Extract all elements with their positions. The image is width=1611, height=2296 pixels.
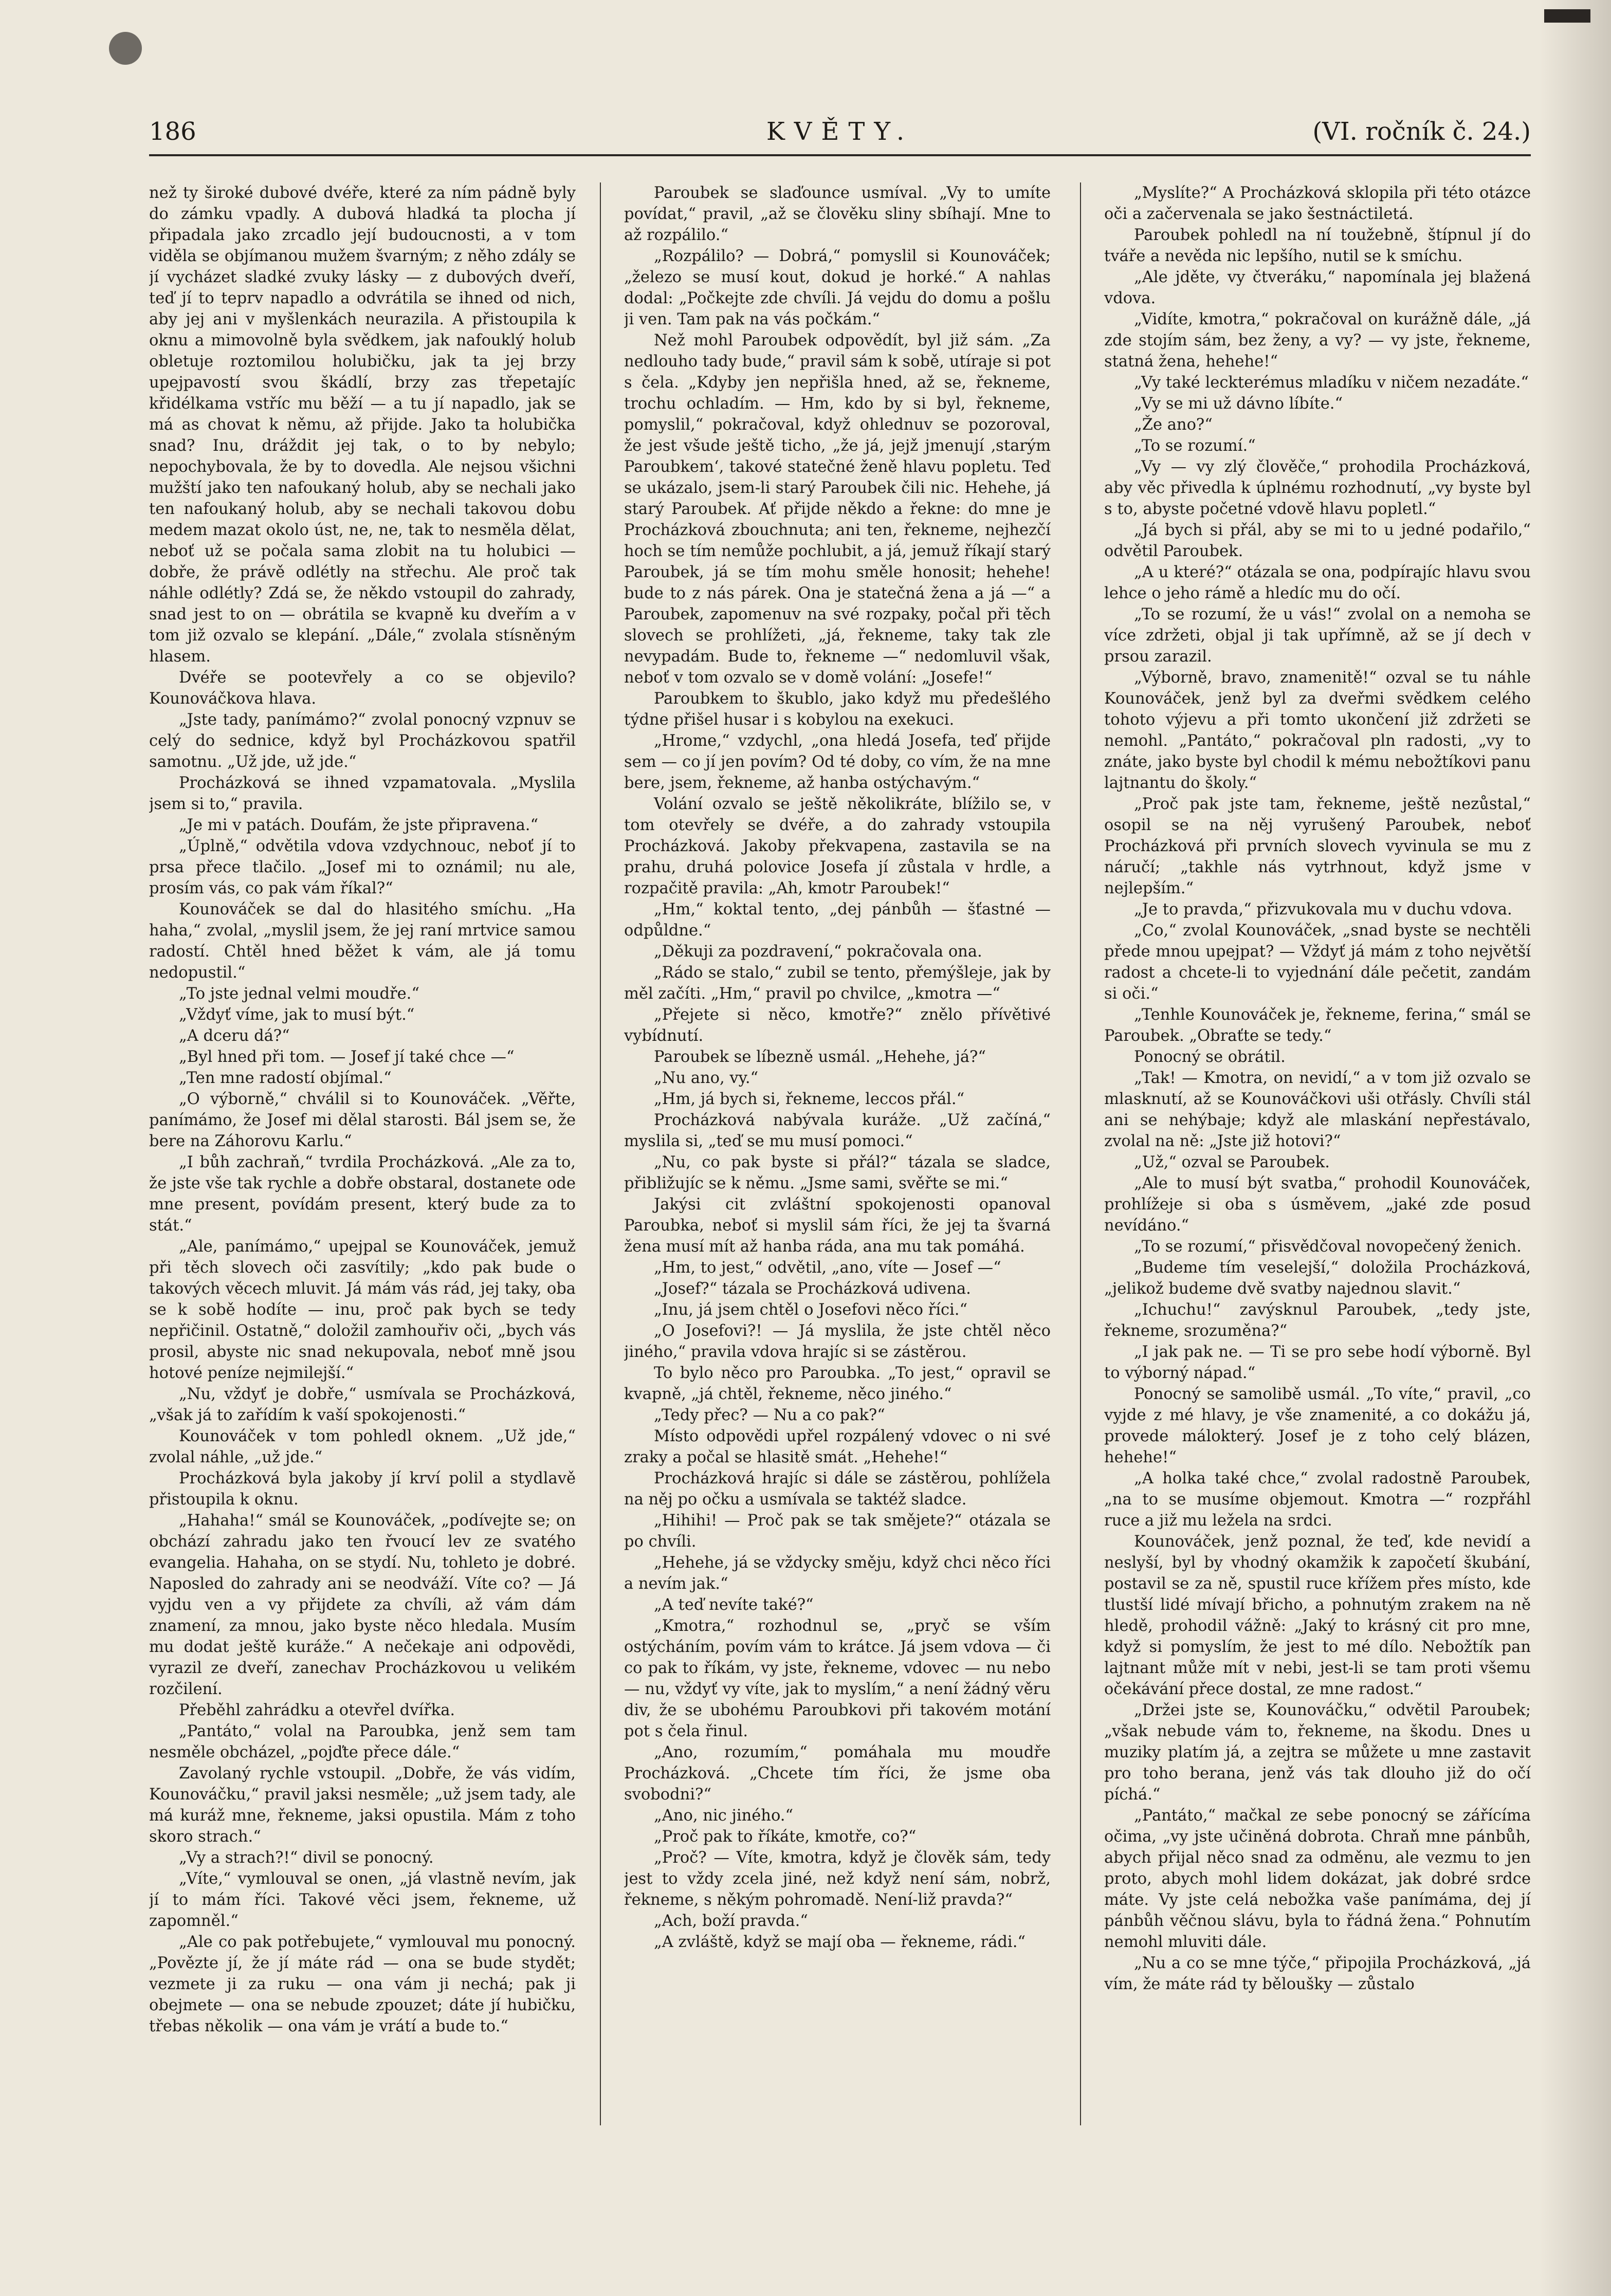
paragraph: „I jak pak ne. — Ti se pro sebe hodí výborně. Byl to výborný nápad.“ bbox=[1104, 1343, 1531, 1382]
paragraph: „Přejete si něco, kmotře?“ znělo přívětivé vybídnutí. bbox=[624, 1006, 1051, 1045]
paragraph: „Nu, vždyť je dobře,“ usmívala se Procházková, „však já to zařídím k vaší spokojenosti.“ bbox=[149, 1385, 576, 1424]
paragraph: „Nu ano, vy.“ bbox=[654, 1069, 759, 1087]
corner-mark bbox=[1544, 9, 1590, 23]
paragraph: „Hm,“ koktal tento, „dej pánbůh — šťastné — odpůldne.“ bbox=[624, 901, 1051, 940]
paragraph: „Pantáto,“ mačkal ze sebe ponocný se zářícíma očima, „vy jste učiněná dobrota. Chraň mne pánbůh, abych přijal něco snad za odměnu, ale vezmu to jen proto, abych mohl lidem dokázat, jak dobré srdce máte. Vy jste celá nebožka vaše panímáma, dej jí pánbůh věčnou slávu, byla to řádná žena.“ Pohnutím nemohl mluviti dále. bbox=[1104, 1807, 1531, 1951]
paragraph: než ty široké dubové dvéře, které za ním pádně byly do zámku vpadly. A dubová hladká ta plocha jí připadala jako zrcadlo její budoucnosti, a v tom viděla se objímanou mužem švarným; z něho zdály se jí vycházet sladké zvuky lásky — z dubových dveří, teď jí to teprv napadlo a odvrátila se ihned od nich, aby jej ani v myšlenkách neurazila. A přistoupila k oknu a mimovolně byla svědkem, jak nafouklý holub obletuje roztomilou holubičku, jak ta jej brzy upejpavostí svou škádlí, brzy zas třepetajíc křidélkama vstříc mu běží — a tu jí napadlo, jak se má as chovat k němu, až přijde. Jako ta holubička snad? Inu, dráždit jej tak, o to by nebylo; nepochybovala, že by to dovedla. Ale nejsou všichni mužští jako ten nafoukaný holub, aby se nechali jako ten nafoukaný holub, aby se nechali takovou dobu medem mazat okolo úst, ne, ne, tak to nesměla dělat, neboť už se počala sama zlobit na tu holubici — dobře, že právě odlétly na střechu. Ale proč tak náhle odlétly? Zdá se, že někdo vstoupil do zahrady, snad jest to on — obrátila se kvapně ku dveřím a v tom již ozvalo se klepání. „Dále,“ zvolala stísněným hlasem. bbox=[149, 184, 576, 666]
paragraph: „Ano, nic jiného.“ bbox=[654, 1807, 794, 1825]
paragraph: Kounováček v tom pohledl oknem. „Už jde,“ zvolal náhle, „už jde.“ bbox=[149, 1427, 576, 1466]
paragraph: Kounováček, jenž poznal, že teď, kde nevidí a neslyší, byl by vhodný okamžik k započetí škubání, postavil se za ně, spustil ruce křížem přes místo, kde tlustší lidé mívají břicho, a pohnutým zrakem na ně hledě, prohodil vážně: „Jaký to krásný cit pro mne, když si pomyslím, že jest to mé dílo. Nebožtík pan lajtnant může mít v nebi, jest-li se tam proti všemu očekávání přece dostal, ze mne radost.“ bbox=[1104, 1533, 1531, 1698]
paragraph: „Ale co pak potřebujete,“ vymlouval mu ponocný. „Povězte jí, že jí máte rád — ona se bude stydět; vezmete ji za ruku — ona vám ji nechá; pak ji obejmete — ona se nebude zpouzet; dáte jí hubičku, třebas několik — ona vám je vrátí a bude to.“ bbox=[149, 1933, 576, 2035]
paragraph: Než mohl Paroubek odpovědít, byl již sám. „Za nedlouho tady bude,“ pravil sám k sobě, utíraje si pot s čela. „Kdyby jen nepřišla hned, až se, řekneme, trochu ochladím. — Hm, kdo by si byl, řekneme, pomyslil,“ pokračoval, když ohlednuv se pozoroval, že jest všude ještě ticho, „že já, jejž jmenují ‚starým Paroubkem‘, takové statečné ženě hlavu popletu. Teď se ukázalo, jsem-li starý Paroubek čili nic. Hehehe, já starý Paroubek. Ať přijde někdo a řekne: do mne je Procházková zbouchnuta; ani ten, řekneme, nejhezčí hoch se tím nemůže pochlubit, a já, jemuž říkají starý Paroubek, já se tím mohu směle honosit; hehehe! bude to z nás párek. Ona je statečná žena a já —“ a Paroubek, zapomenuv na své rozpaky, počal při těch slovech se prohlížeti, „já, řekneme, taky tak zle nevypadám. Bude to, řekneme —“ nedomluvil však, neboť v tom ozvalo se v domě volání: „Josefe!“ bbox=[624, 332, 1051, 687]
paragraph: „Hrome,“ vzdychl, „ona hledá Josefa, teď přijde sem — co jí jen povím? Od té doby, co vím, že na mne bere, jsem, řekneme, až hanba ostýchavým.“ bbox=[624, 732, 1051, 792]
paragraph: Místo odpovědi upřel rozpálený vdovec o ni své zraky a počal se hlasitě smát. „Hehehe!“ bbox=[624, 1427, 1051, 1466]
issue-label: (VI. ročník č. 24.) bbox=[1312, 117, 1531, 146]
paragraph: „Hm, to jest,“ odvětil, „ano, víte — Josef —“ bbox=[654, 1259, 1001, 1277]
paragraph: Ponocný se obrátil. bbox=[1134, 1048, 1286, 1066]
paragraph: „Že ano?“ bbox=[1134, 416, 1213, 434]
paragraph: „Nu, co pak byste si přál?“ tázala se sladce, přibližujíc se k němu. „Jsme sami, svěřte se mi.“ bbox=[624, 1153, 1051, 1192]
paragraph: „Děkuji za pozdravení,“ pokračovala ona. bbox=[654, 943, 982, 961]
paragraph: „Tak! — Kmotra, on nevidí,“ a v tom již ozvalo se mlasknutí, až se Kounováčkovi uši otřásly. Chvíli stál ani se nehýbaje; když ale mlaskání nepřestávalo, zvolal na ně: „Jste již hotovi?“ bbox=[1104, 1069, 1531, 1150]
paragraph: „Ale, panímámo,“ upejpal se Kounováček, jemuž při těch slovech oči zasvítily; „kdo pak bude o takových věcech mluvit. Já mám vás rád, jej taky, oba se k sobě hodíte — inu, proč pak bych se tedy nepřičinil. Ostatně,“ doložil zamhouřiv oči, „bych vás prosil, abyste nic snad nekupovala, neboť mně jsou hotové peníze nejmilejší.“ bbox=[149, 1238, 576, 1382]
paragraph: „To jste jednal velmi moudře.“ bbox=[179, 985, 419, 1003]
paragraph: To bylo něco pro Paroubka. „To jest,“ opravil se kvapně, „já chtěl, řekneme, něco jiného.“ bbox=[624, 1364, 1051, 1403]
paragraph: „Inu, já jsem chtěl o Josefovi něco říci.“ bbox=[654, 1301, 968, 1319]
paragraph: „Hahaha!“ smál se Kounováček, „podívejte se; on obchází zahradu jako ten řvoucí lev ze svatého evangelia. Hahaha, on se stydí. Nu, tohleto je dobré. Naposled do zahrady ani se neodváží. Víte co? — Já vyjdu ven a vy přijdete za chvíli, až vám dám znamení, za mnou, jako byste něco hledala. Musím mu dodat ještě kuráže.“ A nečekaje ani odpovědi, vyrazil ze dveří, zanechav Procházkovou u velikém rozčilení. bbox=[149, 1512, 576, 1698]
paragraph: „Proč pak jste tam, řekneme, ještě nezůstal,“ osopil se na něj vyrušený Paroubek, neboť Procházková při prvních slovech vyvinula se mu z náručí; „takhle nás vytrhnout, když jsme v nejlepším.“ bbox=[1104, 795, 1531, 897]
paragraph: Kounováček se dal do hlasitého smíchu. „Ha haha,“ zvolal, „myslil jsem, že jej raní mrtvice samou radostí. Chtěl hned běžet k vám, ale já tomu nedopustil.“ bbox=[149, 901, 576, 982]
paragraph: „A zvláště, když se mají oba — řekneme, rádi.“ bbox=[654, 1933, 1026, 1951]
journal-title: KVĚTY. bbox=[766, 117, 914, 146]
paragraph: „Proč pak to říkáte, kmotře, co?“ bbox=[654, 1828, 917, 1846]
paragraph: „Rádo se stalo,“ zubil se tento, přemýšleje, jak by měl začíti. „Hm,“ pravil po chvilce, „kmotra —“ bbox=[624, 964, 1051, 1003]
paragraph: „Držei jste se, Kounováčku,“ odvětil Paroubek; „však nebude vám to, řekneme, na škodu. Dnes u muziky platím já, a zejtra se můžete u mne zastavit pro toho berana, jenž vás tak dlouho již do očí píchá.“ bbox=[1104, 1701, 1531, 1804]
running-header bbox=[149, 117, 1531, 153]
paragraph: „To se rozumí, že u vás!“ zvolal on a nemoha se více zdržeti, objal ji tak upřímně, až se jí dech v prsou zarazil. bbox=[1104, 605, 1531, 666]
paragraph: „Vy — vy zlý člověče,“ prohodila Procházková, aby věc přivedla k úplnému rozhodnutí, „vy byste byl s to, abyste početné vdově hlavu popletl.“ bbox=[1104, 458, 1531, 518]
paragraph: „To se rozumí,“ přisvědčoval novopečený ženich. bbox=[1134, 1238, 1522, 1256]
paragraph: Paroubek se líbezně usmál. „Hehehe, já?“ bbox=[654, 1048, 986, 1066]
paragraph: „A holka také chce,“ zvolal radostně Paroubek, „na to se musíme objemout. Kmotra —“ rozpřáhl ruce a již mu ležela na srdci. bbox=[1104, 1470, 1531, 1530]
text-columns bbox=[149, 182, 1531, 2125]
paragraph: „A dceru dá?“ bbox=[179, 1027, 290, 1045]
column-rule-1 bbox=[600, 182, 601, 2125]
paragraph: „Co,“ zvolal Kounováček, „snad byste se nechtěli přede mnou upejpat? — Vždyť já mám z toho největší radost a chcete-li to vyjednání dále pečetit, zandám si oči.“ bbox=[1104, 922, 1531, 1003]
paragraph: „Hihihi! — Proč pak se tak smějete?“ otázala se po chvíli. bbox=[624, 1512, 1051, 1551]
paragraph: „Nu a co se mne týče,“ připojila Procházková, „já vím, že máte rád ty běloušky — zůstalo bbox=[1104, 1954, 1531, 1993]
paragraph: Ponocný se samolibě usmál. „To víte,“ pravil, „co vyjde z mé hlavy, je vše znamenité, a co dokážu já, provede málokterý. Josef je z toho celý blázen, hehehe!“ bbox=[1104, 1385, 1531, 1466]
paragraph: Paroubek pohledl na ní toužebně, štípnul jí do tváře a nevěda nic lepšího, nutil se k smíchu. bbox=[1104, 226, 1531, 265]
paragraph: „Rozpálilo? — Dobrá,“ pomyslil si Kounováček; „železo se musí kout, dokud je horké.“ A nahlas dodal: „Počkejte zde chvíli. Já vejdu do domu a pošlu ji ven. Tam pak na vás počkám.“ bbox=[624, 247, 1051, 328]
paragraph: „A teď nevíte také?“ bbox=[654, 1596, 814, 1614]
paragraph: „Proč? — Víte, kmotra, když je člověk sám, tedy jest to vždy zcela jiné, než když není sám, nobrž, řekneme, s někým pohromadě. Není-liž pravda?“ bbox=[624, 1849, 1051, 1909]
paragraph: Zavolaný rychle vstoupil. „Dobře, že vás vidím, Kounováčku,“ pravil jaksi nesměle; „už jsem tady, ale má kuráž mne, řekneme, jaksi opustila. Mám z toho skoro strach.“ bbox=[149, 1765, 576, 1846]
paragraph: „Vy a strach?!“ divil se ponocný. bbox=[179, 1849, 434, 1867]
paragraph: „Já bych si přál, aby se mi to u jedné podařilo,“ odvětil Paroubek. bbox=[1104, 521, 1531, 560]
paragraph: „Víte,“ vymlouval se onen, „já vlastně nevím, jak jí to mám říci. Takové věci jsem, řekneme, už zapomněl.“ bbox=[149, 1870, 576, 1930]
paragraph: Přeběhl zahrádku a otevřel dvířka. bbox=[179, 1701, 455, 1719]
paragraph: „To se rozumí.“ bbox=[1134, 437, 1256, 455]
column-rule-2 bbox=[1080, 182, 1081, 2125]
paragraph: „Ale jděte, vy čtveráku,“ napomínala jej blažená vdova. bbox=[1104, 268, 1531, 307]
paragraph: Volání ozvalo se ještě několikráte, blížilo se, v tom otevřely se dvéře, a do zahrady vstoupila Procházková. Jakoby překvapena, zastavila se na prahu, druhá polovice Josefa jí zůstala v hrdle, a rozpačitě pravila: „Ah, kmotr Paroubek!“ bbox=[624, 795, 1051, 897]
column-3 bbox=[1104, 182, 1531, 2125]
paragraph: „Ano, rozumím,“ pomáhala mu moudře Procházková. „Chcete tím říci, že jsme oba svobodni?“ bbox=[624, 1743, 1051, 1804]
paragraph: „Ale to musí být svatba,“ prohodil Kounováček, prohlížeje si oba s úsměvem, „jaké zde posud nevídáno.“ bbox=[1104, 1174, 1531, 1235]
paragraph: „Ten mne radostí objímal.“ bbox=[179, 1069, 392, 1087]
paragraph: „Vidíte, kmotra,“ pokračoval on kurážně dále, „já zde stojím sám, bez ženy, a vy? — vy jste, řekneme, statná žena, hehehe!“ bbox=[1104, 310, 1531, 371]
paragraph: „Kmotra,“ rozhodnul se, „pryč se vším ostýcháním, povím vám to krátce. Já jsem vdova — či co pak to říkám, vy jste, řekneme, vdovec — nu nebo — nu, vždyť vy víte, jak to myslím,“ a není žádný věru div, že se ubohému Paroubkovi při takovém motání pot s čela řinul. bbox=[624, 1617, 1051, 1740]
paragraph: „Josef?“ tázala se Procházková udivena. bbox=[654, 1280, 971, 1298]
paragraph: „Úplně,“ odvětila vdova vzdychnouc, neboť jí to prsa přece tlačilo. „Josef mi to oznámil; nu ale, prosím vás, co pak vám říkal?“ bbox=[149, 837, 576, 897]
punch-hole bbox=[109, 32, 142, 65]
paragraph: „Byl hned při tom. — Josef jí také chce —“ bbox=[179, 1048, 515, 1066]
paragraph: „Pantáto,“ volal na Paroubka, jenž sem tam nesměle obcházel, „pojďte přece dále.“ bbox=[149, 1722, 576, 1761]
header-rule bbox=[149, 154, 1531, 156]
paragraph: Jakýsi cit zvláštní spokojenosti opanoval Paroubka, neboť si myslil sám říci, že jej ta švarná žena musí mít až hanba ráda, ana mu tak pomáhá. bbox=[624, 1196, 1051, 1256]
paragraph: „Výborně, bravo, znamenitě!“ ozval se tu náhle Kounováček, jenž byl za dveřmi svědkem celého tohoto výjevu a při tomto ukončení již zdržeti se nemohl. „Pantáto,“ pokračoval pln radosti, „vy to znáte, jako byste byl chodil k mému nebožtíkovi panu lajtnantu do školy.“ bbox=[1104, 669, 1531, 792]
paragraph: „Tenhle Kounováček je, řekneme, ferina,“ smál se Paroubek. „Obraťte se tedy.“ bbox=[1104, 1006, 1531, 1045]
paragraph: „Hm, já bych si, řekneme, leccos přál.“ bbox=[654, 1090, 965, 1108]
paragraph: „Vy se mi už dávno líbíte.“ bbox=[1134, 395, 1343, 413]
paragraph: „Vy také leckterémus mladíku v ničem nezadáte.“ bbox=[1134, 374, 1529, 392]
paragraph: Procházková hrajíc si dále se zástěrou, pohlížela na něj po očku a usmívala se taktéž sladce. bbox=[624, 1470, 1051, 1509]
paragraph: „Je to pravda,“ přizvukovala mu v duchu vdova. bbox=[1134, 901, 1512, 919]
paragraph: Paroubek se slaďounce usmíval. „Vy to umíte povídat,“ pravil, „až se člověku sliny sbíhají. Mne to až rozpálilo.“ bbox=[624, 184, 1051, 244]
paragraph: „O Josefovi?! — Já myslila, že jste chtěl něco jiného,“ pravila vdova hrajíc si se zástěrou. bbox=[624, 1322, 1051, 1361]
column-1 bbox=[149, 182, 576, 2125]
paragraph: „Je mi v patách. Doufám, že jste připravena.“ bbox=[179, 816, 539, 834]
paragraph: Paroubkem to škublo, jako když mu předešlého týdne přišel husar i s kobylou na exekuci. bbox=[624, 690, 1051, 729]
paragraph: Procházková nabývala kuráže. „Už začíná,“ myslila si, „teď se mu musí pomoci.“ bbox=[624, 1111, 1051, 1150]
paragraph: „O výborně,“ chválil si to Kounováček. „Věřte, panímámo, že Josef mi dělal starosti. Bál jsem se, že bere na Záhorovu Karlu.“ bbox=[149, 1090, 576, 1150]
paragraph: „Tedy přec? — Nu a co pak?“ bbox=[654, 1406, 885, 1424]
page-edge-shadow bbox=[1539, 0, 1611, 2296]
paragraph: „Vždyť víme, jak to musí být.“ bbox=[179, 1006, 415, 1024]
paragraph: „A u které?“ otázala se ona, podpírajíc hlavu svou lehce o jeho rámě a hledíc mu do očí. bbox=[1104, 563, 1531, 602]
paragraph: Procházková se ihned vzpamatovala. „Myslila jsem si to,“ pravila. bbox=[149, 774, 576, 813]
column-2 bbox=[624, 182, 1051, 2125]
paragraph: „Ichuchu!“ zavýsknul Paroubek, „tedy jste, řekneme, srozuměna?“ bbox=[1104, 1301, 1531, 1340]
paragraph: „Hehehe, já se vždycky směju, když chci něco říci a nevím jak.“ bbox=[624, 1554, 1051, 1593]
paragraph: „Jste tady, panímámo?“ zvolal ponocný vzpnuv se celý do sednice, když byl Procházkovou spatřil samotnu. „Už jde, už jde.“ bbox=[149, 711, 576, 771]
paragraph: „I bůh zachraň,“ tvrdila Procházková. „Ale za to, že jste vše tak rychle a dobře obstaral, dostanete ode mne present, povídám present, který bude za to stát.“ bbox=[149, 1153, 576, 1235]
paragraph: Procházková byla jakoby jí krví polil a stydlavě přistoupila k oknu. bbox=[149, 1470, 576, 1509]
paragraph: „Myslíte?“ A Procházková sklopila při této otázce oči a začervenala se jako šestnáctiletá. bbox=[1104, 184, 1531, 223]
paragraph: Dvéře se pootevřely a co se objevilo? Kounováčkova hlava. bbox=[149, 669, 576, 708]
paragraph: „Ach, boží pravda.“ bbox=[654, 1912, 808, 1930]
paragraph: „Budeme tím veselejší,“ doložila Procházková, „jelikož budeme dvě svatby najednou slavit.“ bbox=[1104, 1259, 1531, 1298]
page-number: 186 bbox=[149, 117, 196, 146]
paragraph: „Už,“ ozval se Paroubek. bbox=[1134, 1153, 1330, 1171]
